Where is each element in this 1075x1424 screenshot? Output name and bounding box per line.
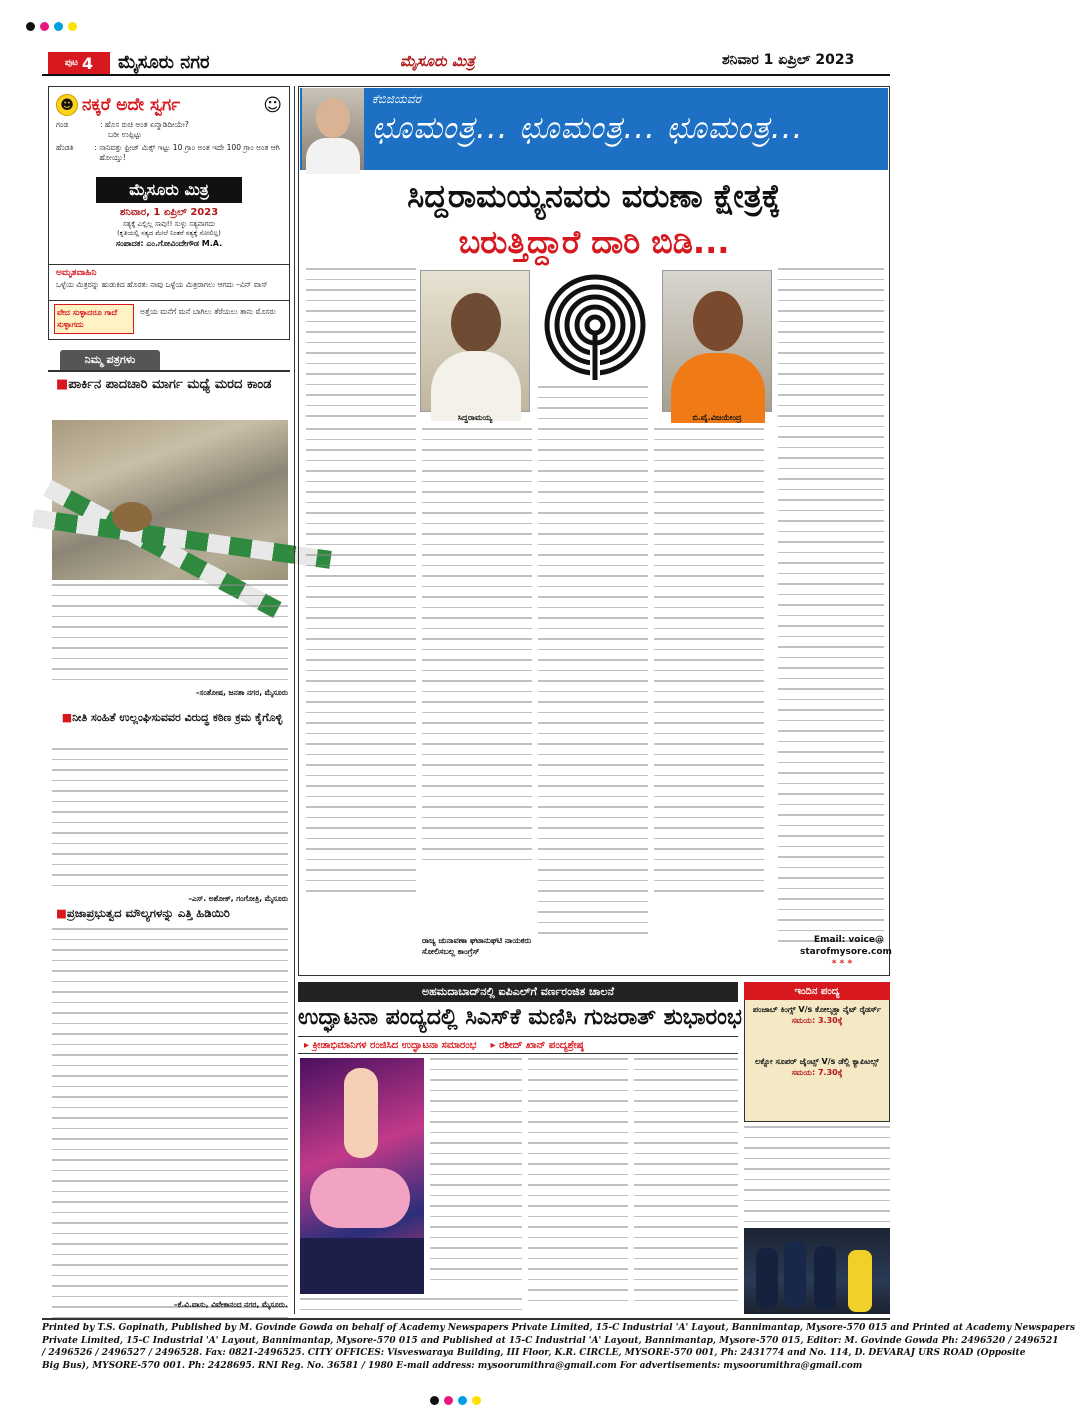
paper-line1: ಸತ್ಯಕ್ಕೆ ಎಲ್ಲಿಲ್ಲ ಸಾವು!! ಸುಳ್ಳು ಸತ್ಯವಾಗದು	[122, 220, 216, 228]
column-author: ಕೆಬಿಜಿಯವರ	[372, 92, 421, 106]
letter2-title: ■ನೀತಿ ಸಂಹಿತೆ ಉಲ್ಲಂಘಿಸುವವರ ವಿರುದ್ಧ ಕಠಿಣ ಕ್ರಮ ಕೈಗೊಳ್ಳಿ	[61, 711, 283, 724]
joke-a-label: ಹೆಂಡತಿ	[56, 143, 74, 152]
joke-header	[56, 92, 282, 118]
paper-info	[56, 207, 282, 249]
vijayendra-photo	[662, 270, 772, 412]
footer-line4: Big Bus), MYSORE-570 001. Ph: 2428695. RNI Reg. No. 36581 / 1980 E-mail address: mysoorumithra@gmail.com For advertisements: mysoorumithra@gmail.com	[42, 1360, 863, 1371]
page-label: ಪುಟ	[64, 58, 79, 68]
column-name: ಛೂಮಂತ್ರ... ಛೂಮಂತ್ರ... ಛೂಮಂತ್ರ...	[372, 110, 804, 146]
letter3-title-text: ಪ್ರಜಾಪ್ರಭುತ್ವದ ಮೌಲ್ಯಗಳನ್ನು ಎತ್ತಿ ಹಿಡಿಯಿರಿ	[66, 906, 230, 920]
quote-title: ಅಮೃತವಾಹಿನಿ	[56, 268, 97, 278]
divider	[48, 264, 290, 265]
joke-q-text: ಹೊಸ ರುಚಿ ಅಂತ ಏನ್ಮಾಡಿದೀಯೇ?	[104, 120, 189, 129]
joke-a-text: ನಾನಿವತ್ತು ಫ್ರೀಜ್ ಮಿಕ್ಸ್ ಇಟ್ಟು 10 ಗ್ರಾಂ ಅಂತ ಇದೇ 100 ಗ್ರಾಂ ಅಂತ ಆಗಿ ಹೋಯ್ತು!	[99, 143, 280, 162]
letter2-title-text: ನೀತಿ ಸಂಹಿತೆ ಉಲ್ಲಂಘಿಸುವವರ ವಿರುದ್ಧ ಕಠಿಣ ಕ್ರಮ ಕೈಗೊಳ್ಳಿ	[72, 711, 283, 724]
story-col2	[422, 428, 532, 869]
footer-rule	[42, 1318, 890, 1320]
email-domain: starofmysore.com	[800, 947, 892, 957]
today-match1	[750, 1004, 884, 1026]
reg-dot	[430, 1396, 439, 1405]
caption-left: ಸಿದ್ದರಾಮಯ್ಯ	[457, 413, 493, 422]
reg-dot	[472, 1396, 481, 1405]
headline-line1: ಸಿದ್ದರಾಮಯ್ಯನವರು ವರುಣಾ ಕ್ಷೇತ್ರಕ್ಕೆ	[407, 177, 781, 215]
paper-editor: ಸಂಪಾದಕ: ಎಂ.ಗೋವಿಂದೇಗೌಡ M.A.	[115, 239, 223, 248]
match2-time: ಸಮಯ: 7.30ಕ್ಕೆ	[791, 1068, 843, 1077]
ipl-sub1: ▸ ಕ್ರೀಡಾಭಿಮಾನಿಗಳ ರಂಜಿಸಿದ ಉದ್ಘಾಟನಾ ಸಮಾರಂಭ	[304, 1039, 477, 1051]
letter1-title: ■ಪಾರ್ಕಿನ ಪಾದಚಾರಿ ಮಾರ್ಗ ಮಧ್ಯೆ ಮರದ ಕಾಂಡ	[56, 377, 272, 392]
story-col4	[654, 428, 764, 901]
reg-dot	[26, 22, 35, 31]
letter3-signature: –ಕೆ.ವಿ.ವಾಸು, ವಿವೇಕಾನಂದ ನಗರ, ಮೈಸೂರು.	[173, 1300, 288, 1309]
joke-q-answer: ಬರೀ ಉಪ್ಪಿಟ್ಟು	[108, 130, 142, 139]
reg-dot	[68, 22, 77, 31]
divider	[48, 300, 290, 301]
story-col3	[538, 386, 648, 943]
quote-text: ಒಳ್ಳೆಯ ಮಿತ್ರರನ್ನು ಹುಡುಕಿದ ಹೊರತು ನಾವು ಒಳ್ಳೆಯ ಮಿತ್ರರಾಗಲು ಆಗದು –ವಿನ್ ವಾಸ್	[56, 280, 268, 289]
ipl-col2	[528, 1058, 628, 1310]
footer-line3: / 2496526 / 2496527 / 2496528. Fax: 0821-2496525. CITY OFFICES: Visveswaraya Building, III Floor, K.R. CIRCLE, MYSORE-570 001, Ph: 2431774 and No. 114, D. DEVARAJ URS ROAD (Opposite	[42, 1348, 1026, 1358]
quote-box	[56, 268, 282, 290]
ipl-players-photo	[744, 1228, 890, 1314]
joke-title: ನಕ್ಕರೆ ಅದೇ ಸ್ವರ್ಗ	[82, 95, 181, 115]
letter3-body	[52, 928, 288, 1327]
ipl-opening-photo	[300, 1058, 424, 1294]
maze-icon	[540, 270, 650, 380]
ipl-sub2-text: ರಶೀದ್ ಖಾನ್ ಪಂದ್ಯಶ್ರೇಷ್ಠ	[498, 1039, 584, 1051]
paper-date: ಶನಿವಾರ, 1 ಏಪ್ರಿಲ್ 2023	[119, 207, 219, 218]
ipl-col1	[430, 1058, 522, 1289]
ipl-col4	[744, 1126, 890, 1231]
letter1-body	[52, 584, 288, 689]
match1-time: ಸಮಯ: 3.30ಕ್ಕೆ	[791, 1016, 843, 1025]
header-date: ಶನಿವಾರ 1 ಏಪ್ರಿಲ್ 2023	[722, 52, 855, 68]
reg-dot	[40, 22, 49, 31]
ipl-col1-bottom	[300, 1298, 522, 1319]
laughing-face-icon: ☻	[56, 94, 78, 116]
story-col5	[778, 268, 884, 951]
tree-stump-photo	[52, 420, 288, 580]
match2-teams: ಲಕ್ನೋ ಸೂಪರ್ ಜೈಂಟ್ಸ್ V/s ಡೆಲ್ಲಿ ಕ್ಯಾಪಿಟಲ್ಸ್	[755, 1057, 879, 1066]
paper-line2: (ಕೃತಿಯಲ್ಲಿ ಸತ್ಯದ ಮೇಲೆ ನಿಂತರೆ ಸತ್ಯಕ್ಕೆ ಸೋಲಿಲ್ಲ)	[117, 229, 221, 237]
letter3-title: ■ಪ್ರಜಾಪ್ರಭುತ್ವದ ಮೌಲ್ಯಗಳನ್ನು ಎತ್ತಿ ಹಿಡಿಯಿರಿ	[56, 906, 230, 920]
ipl-subheads	[298, 1036, 738, 1054]
page-number: 4	[82, 53, 94, 73]
story-col1-top	[306, 268, 416, 426]
page-number-tag	[48, 52, 110, 74]
headline-line2: ಬರುತ್ತಿದ್ದಾರೆ ದಾರಿ ಬಿಡಿ...	[458, 223, 730, 261]
letter2-body	[52, 748, 288, 895]
cartoon-icon: ☺	[263, 94, 282, 116]
letter1-signature: –ಸಂತೋಷ, ಜನತಾ ನಗರ, ಮೈಸೂರು	[195, 688, 288, 697]
vedha-title: ವೇದ ಸುಳ್ಳಾದರೂ ಗಾದೆ ಸುಳ್ಳಾಗದು	[54, 304, 134, 334]
ipl-kicker: ಅಹಮದಾಬಾದ್‌ನಲ್ಲಿ ಐಪಿಎಲ್‌ಗೆ ವರ್ಣರಂಜಿತ ಚಾಲನೆ	[298, 982, 738, 1002]
story-email	[800, 934, 892, 970]
email-label: Email: voice@	[813, 935, 884, 945]
vedha-text: ಅತ್ತೆಯ ಮನೆಗೆ ಮನೆ ಬಾಗಿಲು ತೆರೆಯಲು ತಾನು ಮೊಸರು	[140, 307, 276, 316]
reg-dot	[444, 1396, 453, 1405]
end-stars: * * *	[831, 959, 853, 969]
footer-line1: Printed by T.S. Gopinath, Published by M. Govinde Gowda on behalf of Academy Newspapers Private Limited, 15-C Industrial 'A' Layout, Bannimantap, Mysore-570 015 and Printed at Academy Newspapers	[42, 1323, 1075, 1333]
author-photo	[302, 88, 364, 170]
today-match-box	[744, 982, 890, 1122]
story-col1	[306, 428, 416, 901]
letter1-title-text: ಪಾರ್ಕಿನ ಪಾದಚಾರಿ ಮಾರ್ಗ ಮಧ್ಯೆ ಮರದ ಕಾಂಡ	[68, 377, 272, 392]
joke-q-label: ಗಂಡ	[56, 120, 69, 129]
masthead: ಮೈಸೂರು ಮಿತ್ರ	[400, 52, 475, 70]
column-rule	[294, 86, 295, 1314]
footer-imprint	[42, 1322, 1075, 1372]
section-name: ಮೈಸೂರು ನಗರ	[118, 52, 210, 73]
caption-right: ಬಿ.ವೈ.ವಿಜಯೇಂದ್ರ	[692, 413, 742, 422]
match1-teams: ಪಂಜಾಬ್ ಕಿಂಗ್ಸ್ V/s ಕೋಲ್ಕತ್ತಾ ನೈಟ್ ರೈಡರ್ಸ್	[752, 1005, 882, 1014]
ipl-sub1-text: ಕ್ರೀಡಾಭಿಮಾನಿಗಳ ರಂಜಿಸಿದ ಉದ್ಘಾಟನಾ ಸಮಾರಂಭ	[312, 1039, 477, 1051]
ipl-headline: ಉದ್ಘಾಟನಾ ಪಂದ್ಯದಲ್ಲಿ ಸಿಎಸ್‌ಕೆ ಮಣಿಸಿ ಗುಜರಾತ್ ಶುಭಾರಂಭ	[298, 1005, 742, 1030]
reg-dot	[54, 22, 63, 31]
paper-logo: ಮೈಸೂರು ಮಿತ್ರ	[96, 177, 242, 203]
ipl-sub2: ▸ ರಶೀದ್ ಖಾನ್ ಪಂದ್ಯಶ್ರೇಷ್ಠ	[490, 1039, 584, 1051]
story-subhead: ರಾಜ್ಯ ಚುನಾವಣಾ ಘಟಾನುಘಟಿ ನಾಯಕರು ಸೋಲಿಸಬಲ್ಲ ಕಾಂಗ್ರೆಸ್	[422, 936, 532, 956]
letter2-signature: –ಎಸ್. ಅಶೋಕ್, ಗಂಗೋತ್ರಿ, ಮೈಸೂರು	[188, 894, 288, 903]
ipl-col3	[634, 1058, 738, 1310]
today-match2	[750, 1056, 884, 1078]
letters-header: ನಿಮ್ಮ ಪತ್ರಗಳು	[60, 350, 160, 370]
today-title: ಇಂದಿನ ಪಂದ್ಯ	[744, 982, 890, 1000]
siddaramaiah-photo	[420, 270, 530, 412]
reg-dot	[458, 1396, 467, 1405]
joke-body: ಗಂಡ : ಹೊಸ ರುಚಿ ಅಂತ ಏನ್ಮಾಡಿದೀಯೇ? ಬರೀ ಉಪ್ಪಿಟ್ಟು ಹೆಂಡತಿ : ನಾನಿವತ್ತು ಫ್ರೀಜ್ ಮಿಕ್ಸ್ ಇಟ್ಟು 10 ಗ್ರಾಂ ಅಂತ ಇದೇ 100 ಗ್ರಾಂ ಅಂತ ಆಗಿ ಹೋಯ್ತು!	[56, 120, 282, 163]
footer-line2: Private Limited, 15-C Industrial 'A' Layout, Bannimantap, Mysore-570 015 and Published at 15-C Industrial 'A' Layout, Bannimantap, Mysore-570 015, Editor: M. Govinde Gowda Ph: 2496520 / 2496521	[42, 1335, 1059, 1346]
